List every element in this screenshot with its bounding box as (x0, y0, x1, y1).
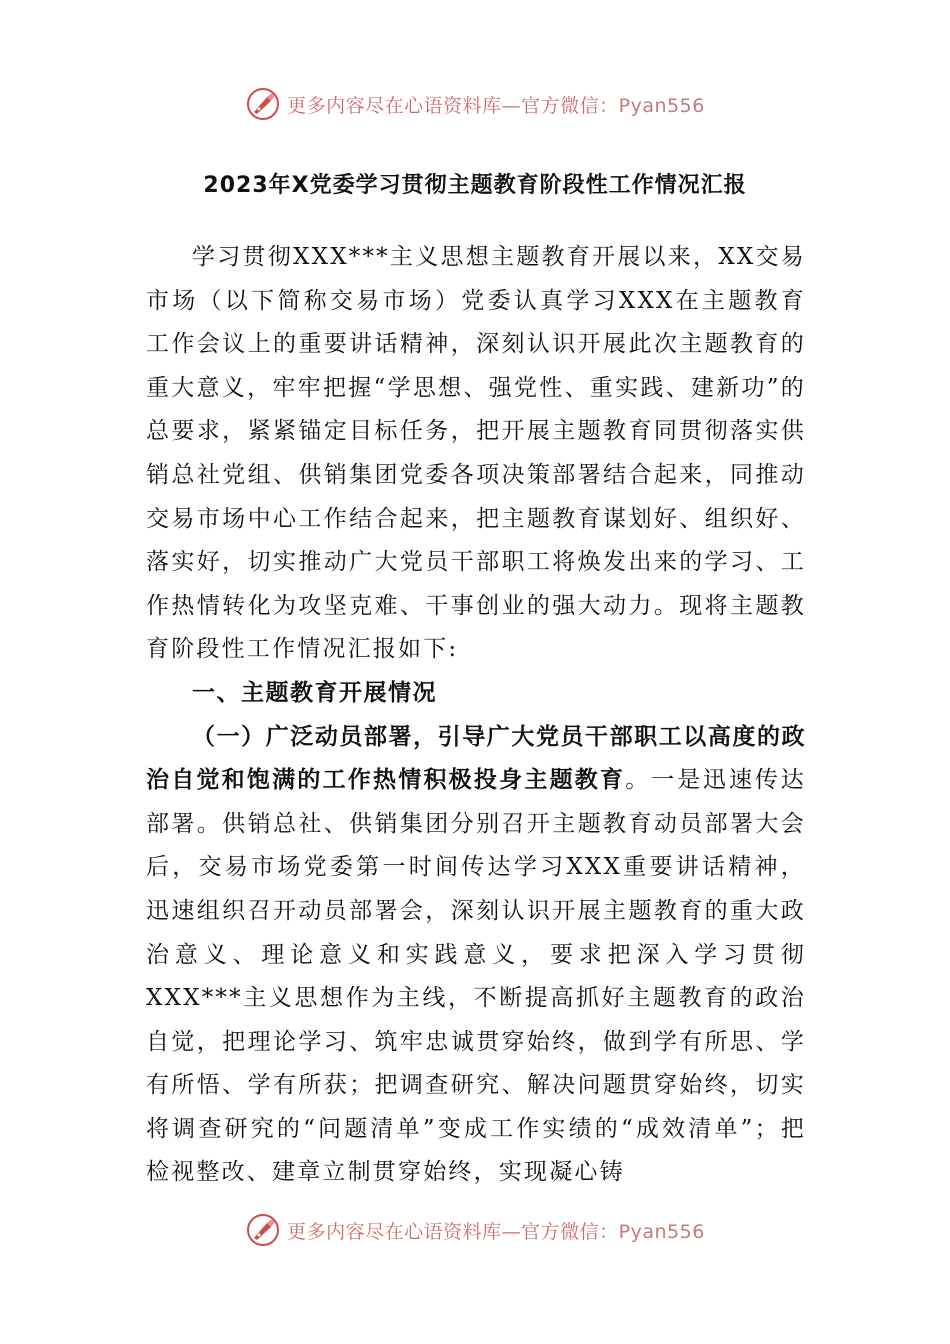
watermark-wechat-id: Pyan556 (618, 94, 705, 117)
subsection-1-paragraph (146, 716, 806, 1196)
watermark-text: 更多内容尽在心语资料库—官方微信：Pyan556 (287, 1220, 705, 1243)
watermark-footer (0, 1210, 950, 1250)
watermark-wechat-id: Pyan556 (618, 1220, 705, 1243)
subsection-1-body: 。一是迅速传达部署。供销总社、供销集团分别召开主题教育动员部署大会后，交易市场党委第一时间传达学习XXX重要讲话精神，迅速组织召开动员部署会，深刻认识开展主题教育的重大政治意义、理论意义和实践意义，要求把深入学习贯彻XXX***主义思想作为主线，不断提高抓好主题教育的政治自觉，把理论学习、筑牢忠诚贯穿始终，做到学有所思、学有所悟、学有所获；把调查研究、解决问题贯穿始终，切实将调查研究的“问题清单”变成工作实绩的“成效清单”；把检视整改、建章立制贯穿始终，实现凝心铸 (146, 767, 807, 1186)
watermark-text: 更多内容尽在心语资料库—官方微信：Pyan556 (287, 94, 705, 117)
document-body (146, 236, 806, 1195)
pen-nib-circle-icon (245, 1212, 281, 1248)
pen-nib-circle-icon (245, 86, 281, 122)
intro-paragraph: 学习贯彻XXX***主义思想主题教育开展以来，XX交易市场（以下简称交易市场）党委认真学习XXX在主题教育工作会议上的重要讲话精神，深刻认识开展此次主题教育的重大意义，牢牢把握“学思想、强党性、重实践、建新功”的总要求，紧紧锚定目标任务，把开展主题教育同贯彻落实供销总社党组、供销集团党委各项决策部署结合起来，同推动交易市场中心工作结合起来，把主题教育谋划好、组织好、落实好，切实推动广大党员干部职工将焕发出来的学习、工作热情转化为攻坚克难、干事创业的强大动力。现将主题教育阶段性工作情况汇报如下: (146, 244, 806, 663)
watermark-header (0, 84, 950, 124)
document-title: 2023年X党委学习贯彻主题教育阶段性工作情况汇报 (203, 173, 747, 198)
subsection-1-bold-lead: （一）广泛动员部署，引导广大党员干部职工以高度的政治自觉和饱满的工作热情积极投身主题教育 (146, 723, 806, 794)
section-heading-1: 一、主题教育开展情况 (192, 679, 437, 706)
